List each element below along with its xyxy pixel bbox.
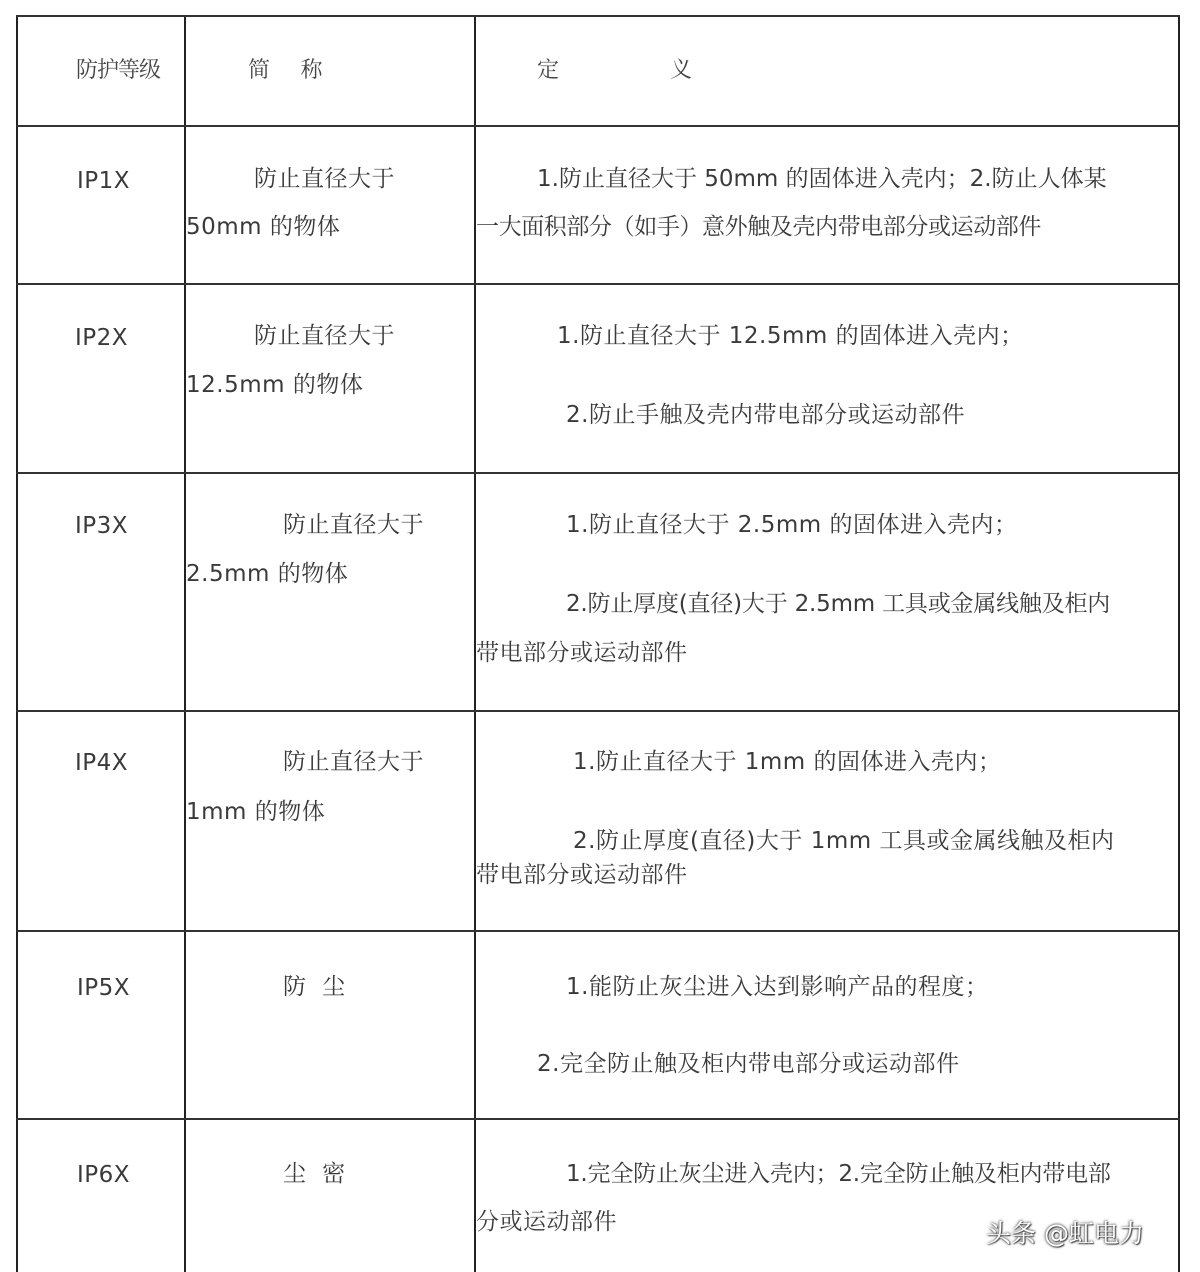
row-ip1x-code: IP1X: [77, 168, 131, 194]
row-ip1x-name-line1: 防止直径大于: [254, 166, 395, 192]
row-ip5x-code: IP5X: [77, 975, 131, 1001]
row-ip2x-definition-line1: 1.防止直径大于 12.5mm 的固体进入壳内；: [557, 323, 1024, 349]
row-ip3x-name-line2: 2.5mm 的物体: [186, 561, 349, 587]
row-ip4x-definition-line2: 2.防止厚度(直径)大于 1mm 工具或金属线触及柜内: [573, 828, 1115, 854]
row-ip1x-name-line2: 50mm 的物体: [186, 214, 341, 240]
header-definition-b: 义: [670, 58, 693, 83]
row-ip3x-definition-line3: 带电部分或运动部件: [476, 640, 688, 666]
row-ip2x-name-line2: 12.5mm 的物体: [186, 372, 364, 398]
table-divider-header: [16, 125, 1180, 127]
row-ip2x-definition-line2: 2.防止手触及壳内带电部分或运动部件: [566, 402, 965, 428]
row-ip3x-definition-line1: 1.防止直径大于 2.5mm 的固体进入壳内；: [566, 512, 1018, 538]
row-ip6x-code: IP6X: [77, 1162, 131, 1188]
row-ip4x-definition-line3: 带电部分或运动部件: [476, 862, 688, 888]
row-ip6x-definition-line1: 1.完全防止灰尘进入壳内；2.完全防止触及柜内带电部: [566, 1161, 1111, 1187]
row-ip4x-name-line2: 1mm 的物体: [186, 799, 326, 825]
row-ip6x-name: 尘 密: [283, 1161, 346, 1187]
table-divider-col1: [184, 15, 186, 1272]
row-ip2x-name-line1: 防止直径大于: [254, 323, 395, 349]
header-protection-level: 防护等级: [76, 58, 161, 83]
row-ip2x-code: IP2X: [75, 325, 129, 351]
header-short-name: 简 称: [248, 58, 323, 83]
row-ip6x-definition-line2: 分或运动部件: [476, 1209, 617, 1235]
row-ip4x-name-line1: 防止直径大于: [283, 749, 424, 775]
header-definition-a: 定: [537, 58, 560, 83]
row-ip4x-code: IP4X: [75, 750, 129, 776]
table-divider-row5: [16, 1118, 1180, 1120]
row-ip5x-definition-line1: 1.能防止灰尘进入达到影响产品的程度；: [566, 974, 989, 1000]
row-ip5x-definition-line2: 2.完全防止触及柜内带电部分或运动部件: [537, 1051, 960, 1077]
row-ip1x-definition-line1: 1.防止直径大于 50mm 的固体进入壳内；2.防止人体某: [537, 166, 1107, 192]
row-ip1x-definition-line2: 一大面积部分（如手）意外触及壳内带电部分或运动部件: [476, 214, 1042, 240]
table-border-right: [1178, 15, 1180, 1272]
row-ip3x-name-line1: 防止直径大于: [283, 512, 424, 538]
table-divider-row3: [16, 710, 1180, 712]
row-ip5x-name: 防 尘: [283, 974, 346, 1000]
row-ip3x-code: IP3X: [75, 513, 129, 539]
row-ip4x-definition-line1: 1.防止直径大于 1mm 的固体进入壳内；: [573, 749, 1002, 775]
table-divider-row2: [16, 472, 1180, 474]
table-divider-row4: [16, 930, 1180, 932]
table-border-top: [16, 15, 1180, 17]
table-border-left: [16, 15, 18, 1272]
table-divider-row1: [16, 283, 1180, 285]
source-watermark: 头条 @虹电力: [986, 1219, 1144, 1248]
row-ip3x-definition-line2: 2.防止厚度(直径)大于 2.5mm 工具或金属线触及柜内: [566, 591, 1111, 617]
